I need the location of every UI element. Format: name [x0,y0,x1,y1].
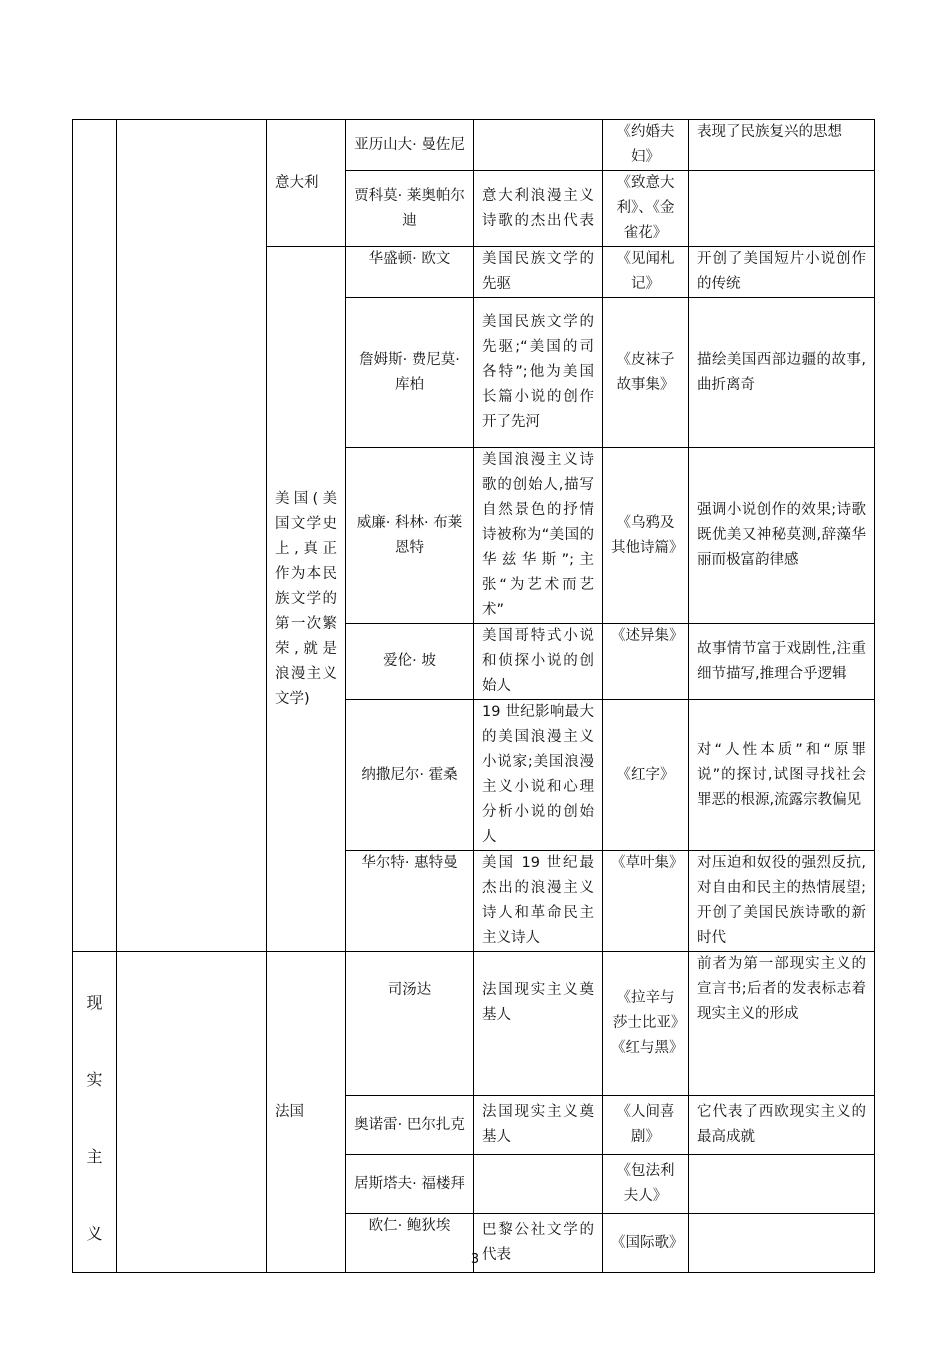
status-cell: 美国哥特式小说和侦探小说的创始人 [474,624,603,700]
status-cell: 美国民族文学的先驱 [474,247,603,298]
era-cell-romanticism [73,120,117,952]
comment-cell: 强调小说创作的效果;诗歌既优美又神秘莫测,辞藻华丽而极富韵律感 [689,448,875,624]
author-cell: 华盛顿· 欧文 [346,247,474,298]
status-cell: 意大利浪漫主义诗歌的杰出代表 [474,171,603,247]
works-cell: 《述异集》 [603,624,689,700]
author-cell: 贾科莫· 莱奥帕尔迪 [346,171,474,247]
works-cell: 《致意大利》、《金雀花》 [603,171,689,247]
era-char: 主 [86,1147,103,1166]
comment-cell: 对压迫和奴役的强烈反抗,对自由和民主的热情展望;开创了美国民族诗歌的新时代 [689,851,875,952]
status-cell: 法国现实主义奠基人 [474,952,603,1096]
period-cell [117,952,267,1273]
status-cell: 美国 19 世纪最杰出的浪漫主义诗人和革命民主主义诗人 [474,851,603,952]
period-cell [117,120,267,952]
works-cell: 《乌鸦及其他诗篇》 [603,448,689,624]
comment-cell: 开创了美国短片小说创作的传统 [689,247,875,298]
author-cell: 欧仁· 鲍狄埃 [346,1214,474,1273]
works-cell: 《约婚夫妇》 [603,120,689,171]
country-cell: 意大利 [267,120,346,247]
comment-cell: 对“人性本质”和“原罪说”的探讨,试图寻找社会罪恶的根源,流露宗教偏见 [689,700,875,851]
comment-cell: 故事情节富于戏剧性,注重细节描写,推理合乎逻辑 [689,624,875,700]
era-cell-realism [73,952,117,1273]
author-cell: 纳撒尼尔· 霍桑 [346,700,474,851]
literature-table [72,119,875,1273]
era-char: 现 [86,993,103,1012]
country-cell: 美国(美国文学史上,真正作为本民族文学的第一次繁荣,就是浪漫主义文学) [267,247,346,952]
status-cell [474,120,603,171]
table-row [73,952,875,1096]
author-cell: 居斯塔夫· 福楼拜 [346,1155,474,1214]
comment-cell: 描绘美国西部边疆的故事,曲折离奇 [689,298,875,448]
comment-cell: 它代表了西欧现实主义的最高成就 [689,1096,875,1155]
status-cell: 19 世纪影响最大的美国浪漫主义小说家;美国浪漫主义小说和心理分析小说的创始人 [474,700,603,851]
works-cell: 《红字》 [603,700,689,851]
status-cell: 美国浪漫主义诗歌的创始人,描写自然景色的抒情诗被称为“美国的华兹华斯”;主张“为艺术而艺术” [474,448,603,624]
works-cell: 《皮袜子故事集》 [603,298,689,448]
works-cell: 《人间喜剧》 [603,1096,689,1155]
author-cell: 亚历山大· 曼佐尼 [346,120,474,171]
comment-cell [689,1155,875,1214]
works-cell: 《国际歌》 [603,1214,689,1273]
comment-cell: 前者为第一部现实主义的宣言书;后者的发表标志着现实主义的形成 [689,952,875,1096]
author-cell: 司汤达 [346,952,474,1096]
author-cell: 华尔特· 惠特曼 [346,851,474,952]
works-cell: 《拉辛与莎士比亚》《红与黑》 [603,952,689,1096]
author-cell: 奥诺雷· 巴尔扎克 [346,1096,474,1155]
page-number: 3 [470,1252,480,1267]
comment-cell [689,171,875,247]
comment-cell: 表现了民族复兴的思想 [689,120,875,171]
author-cell: 威廉· 科林· 布莱恩特 [346,448,474,624]
status-cell [474,1155,603,1214]
works-cell: 《见闻札记》 [603,247,689,298]
table-row [73,120,875,171]
works-cell: 《包法利夫人》 [603,1155,689,1214]
status-cell: 巴黎公社文学的代表 [474,1214,603,1273]
author-cell: 爱伦· 坡 [346,624,474,700]
status-cell: 法国现实主义奠基人 [474,1096,603,1155]
era-char: 义 [86,1224,103,1243]
country-cell: 法国 [267,952,346,1273]
status-cell: 美国民族文学的先驱;“美国的司各特”;他为美国长篇小说的创作开了先河 [474,298,603,448]
author-cell: 詹姆斯· 费尼莫· 库柏 [346,298,474,448]
era-char: 实 [86,1070,103,1089]
works-cell: 《草叶集》 [603,851,689,952]
